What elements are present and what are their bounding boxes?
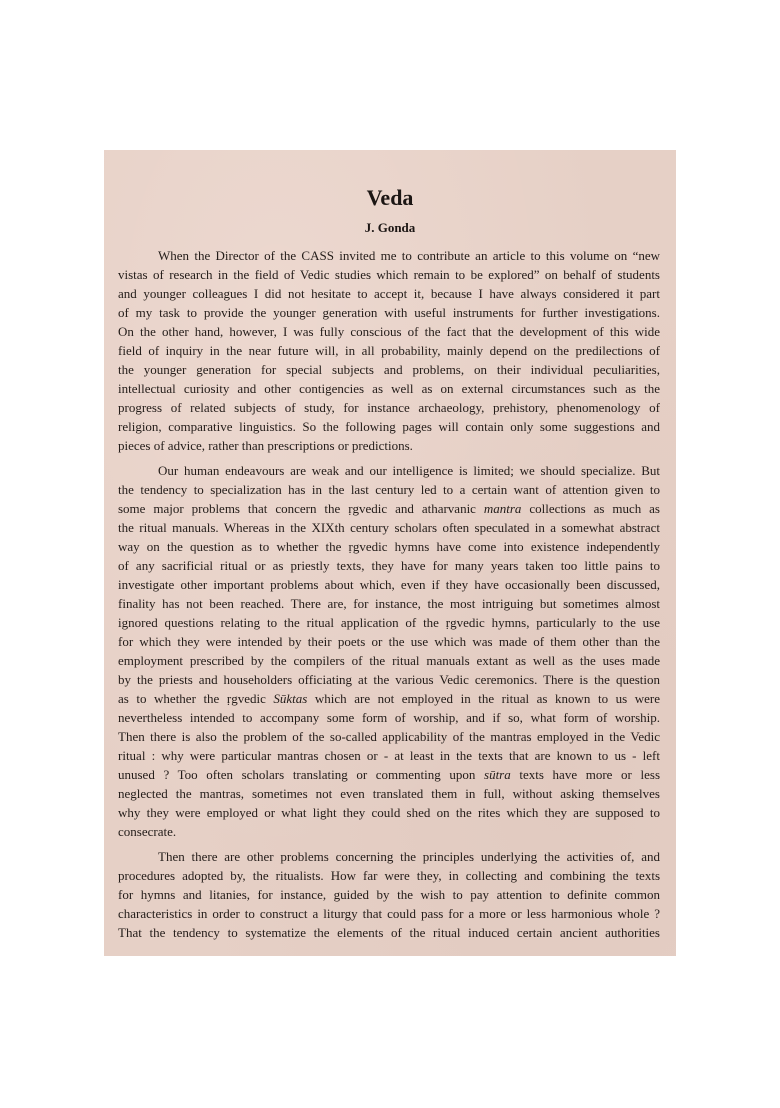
text-segment: the tendency to specialization has in the last century led to a certain want of attention given to — [118, 482, 660, 497]
text-segment: texts have more or less — [510, 767, 660, 782]
text-segment: Then there are other problems concerning the principles underlying the activities of, and — [158, 849, 660, 864]
text-segment: as to whether the ṛgvedic — [118, 691, 274, 706]
text-line — [118, 822, 660, 841]
text-segment: and younger colleagues I did not hesitate to accept it, because I have always considered it part — [118, 286, 660, 301]
text-segment: why they were employed or what light they could shed on the rites which they are supposed to — [118, 805, 660, 820]
text-segment: by the priests and householders officiating at the various Vedic ceremonics. There is the question — [118, 672, 660, 687]
text-line — [118, 923, 660, 942]
text-segment: vistas of research in the field of Vedic studies which remain to be explored” on behalf of students — [118, 267, 660, 282]
text-line — [118, 360, 660, 379]
text-line — [118, 904, 660, 923]
text-segment: employment prescribed by the compilers of the ritual manuals extant as well as the uses made — [118, 653, 660, 668]
paragraph — [118, 246, 660, 455]
text-line — [118, 708, 660, 727]
text-segment: That the tendency to systematize the elements of the ritual induced certain ancient authorities — [118, 925, 660, 940]
italic-term: mantra — [483, 501, 522, 516]
text-line — [118, 651, 660, 670]
text-segment: characteristics in order to construct a liturgy that could pass for a more or less harmonious whole ? — [118, 906, 660, 921]
text-segment: finality has not been reached. There are, for instance, the most intriguing but sometimes almost — [118, 596, 660, 611]
text-segment: ritual : why were particular mantras chosen or - at least in the texts that are known to us - left — [118, 748, 660, 763]
text-segment: of my task to provide the younger generation with useful instruments for further investigations. — [118, 305, 660, 320]
text-line — [118, 303, 660, 322]
text-line — [118, 803, 660, 822]
text-line — [118, 689, 660, 708]
text-segment: When the Director of the CASS invited me to contribute an article to this volume on “new — [158, 248, 660, 263]
text-line — [118, 847, 660, 866]
text-segment: field of inquiry in the near future will, in all probability, mainly depend on the predilections of — [118, 343, 660, 358]
text-line — [118, 284, 660, 303]
text-segment: procedures adopted by, the ritualists. How far were they, in collecting and combining the texts — [118, 868, 660, 883]
italic-term: Sūktas — [273, 691, 308, 706]
article-title: Veda — [366, 185, 414, 210]
text-line — [118, 575, 660, 594]
text-line — [118, 398, 660, 417]
text-line — [118, 885, 660, 904]
text-segment: ignored questions relating to the ritual application of the ṛgvedic hymns, particularly to the use — [118, 615, 660, 630]
text-line — [118, 246, 660, 265]
text-line — [118, 518, 660, 537]
text-line — [118, 556, 660, 575]
scanned-page — [104, 150, 676, 956]
text-segment: investigate other important problems about which, even if they have occasionally been discussed, — [118, 577, 660, 592]
text-line — [118, 322, 660, 341]
text-segment: of any sacrificial ritual or as priestly texts, they have for many years taken too little pains to — [118, 558, 660, 573]
text-line — [118, 341, 660, 360]
text-segment: which are not employed in the ritual as known to us were — [307, 691, 660, 706]
text-line — [118, 480, 660, 499]
text-segment: nevertheless intended to accompany some form of worship, and if so, what form of worship. — [118, 710, 660, 725]
text-line — [118, 632, 660, 651]
text-line — [118, 727, 660, 746]
italic-term: sūtra — [484, 767, 511, 782]
text-segment: intellectual curiosity and other contigencies as well as on external circumstances such as the — [118, 381, 660, 396]
text-line — [118, 784, 660, 803]
paragraph — [118, 461, 660, 841]
text-segment: neglected the mantras, sometimes not even translated them in full, without asking themselves — [118, 786, 660, 801]
paragraph — [118, 847, 660, 942]
text-line — [118, 670, 660, 689]
text-line — [118, 265, 660, 284]
text-segment: for hymns and litanies, for instance, guided by the wish to pay attention to definite common — [118, 887, 660, 902]
text-segment: Our human endeavours are weak and our intelligence is limited; we should specialize. But — [158, 463, 660, 478]
text-line — [118, 537, 660, 556]
text-segment: Then there is also the problem of the so-called applicability of the mantras employed in the Vedic — [118, 729, 660, 744]
text-segment: On the other hand, however, I was fully conscious of the fact that the development of this wide — [118, 324, 660, 339]
text-segment: for which they were intended by their poets or the use which was made of them other than the — [118, 634, 660, 649]
text-line — [118, 436, 660, 455]
text-segment: way on the question as to whether the ṛgvedic hymns have come into existence independently — [118, 539, 660, 554]
text-segment: the younger generation for special subjects and problems, on their individual peculiarities, — [118, 362, 660, 377]
text-segment: the ritual manuals. Whereas in the XIXth century scholars often speculated in a somewhat abstract — [118, 520, 660, 535]
article-body — [118, 246, 660, 948]
text-line — [118, 746, 660, 765]
text-segment: consecrate. — [118, 824, 177, 839]
text-line — [118, 866, 660, 885]
text-segment: some major problems that concern the ṛgvedic and atharvanic — [118, 501, 484, 516]
text-line — [118, 613, 660, 632]
text-segment: unused ? Too often scholars translating or commenting upon — [118, 767, 485, 782]
text-line — [118, 379, 660, 398]
text-segment: collections as much as — [521, 501, 660, 516]
text-segment: religion, comparative linguistics. So the following pages will contain only some suggestions and — [118, 419, 660, 434]
text-segment: pieces of advice, rather than prescriptions or predictions. — [118, 438, 413, 453]
text-line — [118, 461, 660, 480]
article-author: J. Gonda — [364, 220, 416, 235]
text-line — [118, 594, 660, 613]
text-line — [118, 499, 660, 518]
text-line — [118, 417, 660, 436]
text-segment: progress of related subjects of study, for instance archaeology, prehistory, phenomenology of — [118, 400, 660, 415]
text-line — [118, 765, 660, 784]
